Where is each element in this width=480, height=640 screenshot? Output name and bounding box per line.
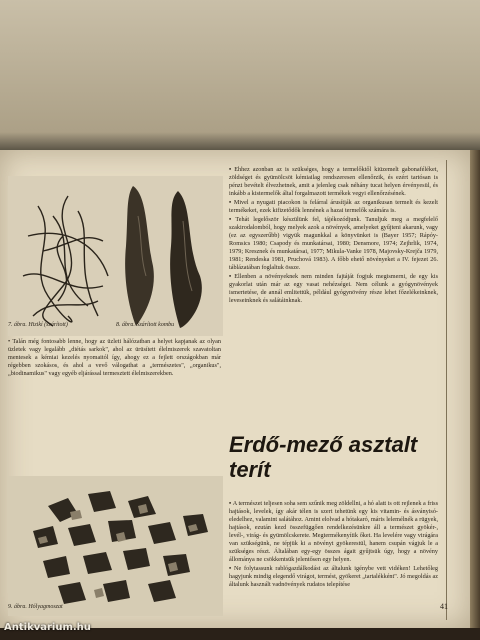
right-paragraph-2: • Mivel a nyugati piacokon is felárral árusítják az organikusan termelt és kezelt termékeket, ezek kifizetődők lennének a hazai termelők számára is. [229,199,438,215]
section-title: Erdő-mező asztalt terít [229,432,418,482]
watermark: Antikvarium.hu [4,622,91,633]
left-column-text [8,338,221,378]
figure-9-caption: 9. ábra. Hólyagmoszat [8,604,63,610]
right-column-text [229,166,438,306]
page-number: 41 [440,602,448,611]
seaweed-photo [8,176,223,336]
figure-hiziki-kombu [8,176,223,336]
left-paragraph: • Talán még fontosabb lenne, hogy az üzleti hálózatban a helyet kapjanak az olyan üzletek vagy legalább „diétás sarkok", ahol az ürüsített élelmiszerek szavatoltan mentesek a kémiai kezelés nyomaitól így, ahogy ez a fejlett országokban már régebben szokásos, és ahol a vevő válogathat a „természetes", „organikus", „biodinamikus" vagy egyéb eljárással termesztett élelmiszerekben. [8,338,221,377]
right-paragraph-3: • Tehát legelőször készülünk fel, tájékozódjunk. Tanuljuk meg a megfelelő szakirodalomból, hogy melyek azok a növények, amelyeket gyűjteni akarunk, vagy (ez az egyszerűbb) vigyük magunkkal a könyvünket is (Bayer 1957; Rápóy-Romsics 1980; Csapody és munkatársai, 1980; Densmore, 1974; Zejhrlik, 1974, 1979; Kresznek és munkatársai, 1977; Mikula-Vanke 1978, Majovsky-Krejča 1979, 1981; Rendeska 1981, Pruchová 1983). A főbb ehető növényeket a IV. fejezet 26. táblázatában foglaltuk össze. [229,216,438,272]
right-paragraph-1: • Ehhez azonban az is szükséges, hogy a termelőktől kiüzemelt gabonaféléket, zöldséget és gyümölcsöt kémiailag rendszeresen ellenőrzik, és ezért tartósan is pénzt bevételt élvezhetnek, amit a jelenleg csak néhány tucat helyen érvényesül, és inkább a kistermelők által forgalmazott termékek vegyi ellenőrzésének. [229,166,438,198]
figure-holyagmoszat [8,476,223,616]
section-text [229,500,438,590]
page-above-strip [0,0,480,150]
figure-7-caption: 7. ábra. Hizikí (szárított) [8,322,68,328]
page-edge [470,150,480,628]
right-paragraph-4: • Ellenben a növényeknek nem minden fajtáját fogjuk megismerni, de egy kis gyakorlat után már az egy vasat nehézségei. Nem célunk a gyógynövények ismertetése, de annál emlitettük, például gyógynövény része lehet főzelékeinknek, leveseinknek és salátáinknak. [229,273,438,305]
section-paragraph-1: • A természet teljesen soha sem szűnik meg zöldellni, a hó alatt is ott rejlenek a friss hajtások, levelek, így akár télen is szert tehetünk egy kis vitamin- és ásványisó-eledelhez, valamint salátához. Amint elolvad a hótakaró, máris lelemélnék a rügyek, hajtások, ezután kezd összefüggően rendelkezésünkre áll a természet gyökér-, levél-, virág- és gyümölcskerete. Megtermékenyítik őket. Ha levelére vagy virágára van szükségünk, ne tépjük ki a növényt gyökerestül, hanem csupán vágjuk le a szükséges részt. Általában egy-egy összes ágait gyűjtsük úgy, hogy a növény állománya ne csökkentsük jelentősen egy helyen. [229,500,438,564]
figure-8-caption: 8. ábra. Szárított kombu [116,322,175,328]
column-rule [446,160,447,620]
bladderwrack-photo [8,476,223,616]
section-paragraph-2: • Ne folytassunk rablógazdálkodást az általunk igénybe vett vidéken! Lehetőleg hagyjunk mindig elegendő virágot, termést, gyökeret „tartalékként". Jó megoldás az általunk használt vadnövények rudatos telepítése [229,565,438,589]
